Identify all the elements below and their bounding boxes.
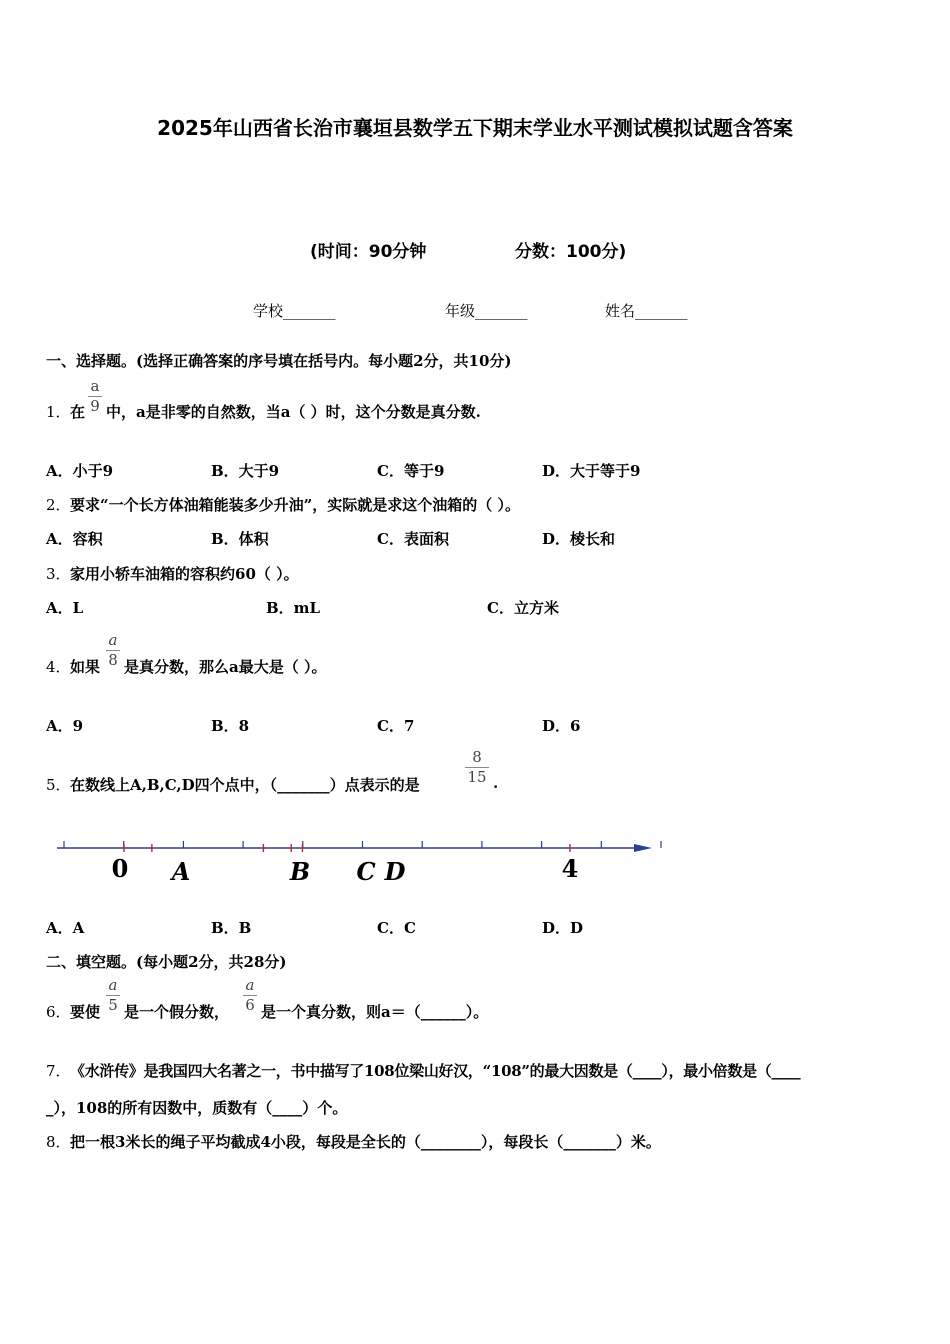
question-number: 3． (46, 565, 71, 583)
option-d: D．D (542, 919, 584, 937)
grade-field: 年级_______ (445, 302, 528, 320)
fraction-numerator: 8 (472, 748, 482, 766)
question-number: 2． (46, 496, 71, 514)
fraction-2 (243, 977, 257, 1014)
label-point-c: C (356, 857, 376, 886)
question-text: 家用小轿车油箱的容积约60（ ）。 (70, 565, 299, 583)
option-b: B．体积 (211, 530, 269, 548)
option-a: A．9 (46, 717, 84, 735)
section-fill-heading: 二、填空题。(每小题2分，共28分) (46, 953, 287, 971)
question-text-line2: _），108的所有因数中，质数有（____）个。 (46, 1099, 348, 1117)
option-a: A．L (46, 599, 84, 617)
question-text-pre: 要使 (70, 1003, 101, 1021)
label-point-d: D (384, 857, 406, 886)
fraction (106, 632, 120, 669)
option-d: D．6 (542, 717, 581, 735)
label-zero: 0 (111, 854, 129, 883)
fraction (465, 749, 489, 786)
number-line-ticks (64, 841, 700, 852)
question-number: 5． (46, 776, 71, 794)
section-choice-heading: 一、选择题。(选择正确答案的序号填在括号内。每小题2分，共10分) (46, 352, 512, 370)
option-c: C．等于9 (377, 462, 445, 480)
exam-score: 分数：100分) (515, 242, 627, 262)
fraction-denominator: 15 (467, 768, 487, 786)
question-number: 1． (46, 403, 71, 421)
question-text-mid: 是一个假分数， (124, 1003, 230, 1021)
question-number: 6． (46, 1003, 71, 1021)
fraction (88, 378, 102, 415)
label-point-a: A (171, 857, 191, 886)
exam-time: (时间：90分钟 (310, 242, 427, 262)
option-d: D．棱长和 (542, 530, 616, 548)
fraction-numerator: a (108, 976, 118, 994)
name-field: 姓名_______ (605, 302, 688, 320)
option-a: A．A (46, 919, 85, 937)
question-number: 4． (46, 658, 71, 676)
question-text-post: 是一个真分数，则a＝（______）。 (261, 1003, 489, 1021)
question-text-post: . (493, 774, 499, 792)
fraction-numerator: a (90, 377, 100, 395)
label-point-b: B (289, 857, 311, 886)
question-text-post: 中，a是非零的自然数，当a（ ）时，这个分数是真分数. (106, 403, 481, 421)
fraction-1 (106, 977, 120, 1014)
question-number: 8． (46, 1133, 71, 1151)
fraction-denominator: 5 (108, 996, 118, 1014)
page-title: 2025年山西省长治市襄垣县数学五下期末学业水平测试模拟试题含答案 (157, 116, 793, 140)
label-four: 4 (561, 854, 579, 883)
question-text: 要求“一个长方体油箱能装多少升油”，实际就是求这个油箱的（ ）。 (70, 496, 520, 514)
number-line (0, 825, 700, 895)
option-c: C．表面积 (377, 530, 449, 548)
fraction-denominator: 9 (90, 397, 100, 415)
fraction-numerator: a (108, 631, 118, 649)
option-a: A．小于9 (46, 462, 114, 480)
option-b: B．B (211, 919, 252, 937)
question-text-line1: 《水浒传》是我国四大名著之一，书中描写了108位梁山好汉，“108”的最大因数是（____），最小倍数是（____ (70, 1062, 801, 1080)
option-c: C．立方米 (487, 599, 559, 617)
option-b: B．mL (266, 599, 321, 617)
question-text-post: 是真分数，那么a最大是（ ）。 (124, 658, 327, 676)
option-d: D．大于等于9 (542, 462, 641, 480)
question-number: 7． (46, 1062, 71, 1080)
option-b: B．8 (211, 717, 250, 735)
fraction-denominator: 6 (245, 996, 255, 1014)
arrow-head-icon (634, 844, 652, 852)
school-field: 学校_______ (253, 302, 336, 320)
fraction-denominator: 8 (108, 651, 118, 669)
question-text-pre: 在 (70, 403, 86, 421)
question-text-pre: 如果 (70, 658, 101, 676)
question-text: 把一根3米长的绳子平均截成4小段，每段是全长的（________），每段长（_______）米。 (70, 1133, 661, 1151)
fraction-numerator: a (245, 976, 255, 994)
option-a: A．容积 (46, 530, 103, 548)
option-b: B．大于9 (211, 462, 280, 480)
option-c: C．C (377, 919, 416, 937)
option-c: C．7 (377, 717, 415, 735)
question-text-pre: 在数线上A,B,C,D四个点中，（_______）点表示的是 (70, 776, 420, 794)
